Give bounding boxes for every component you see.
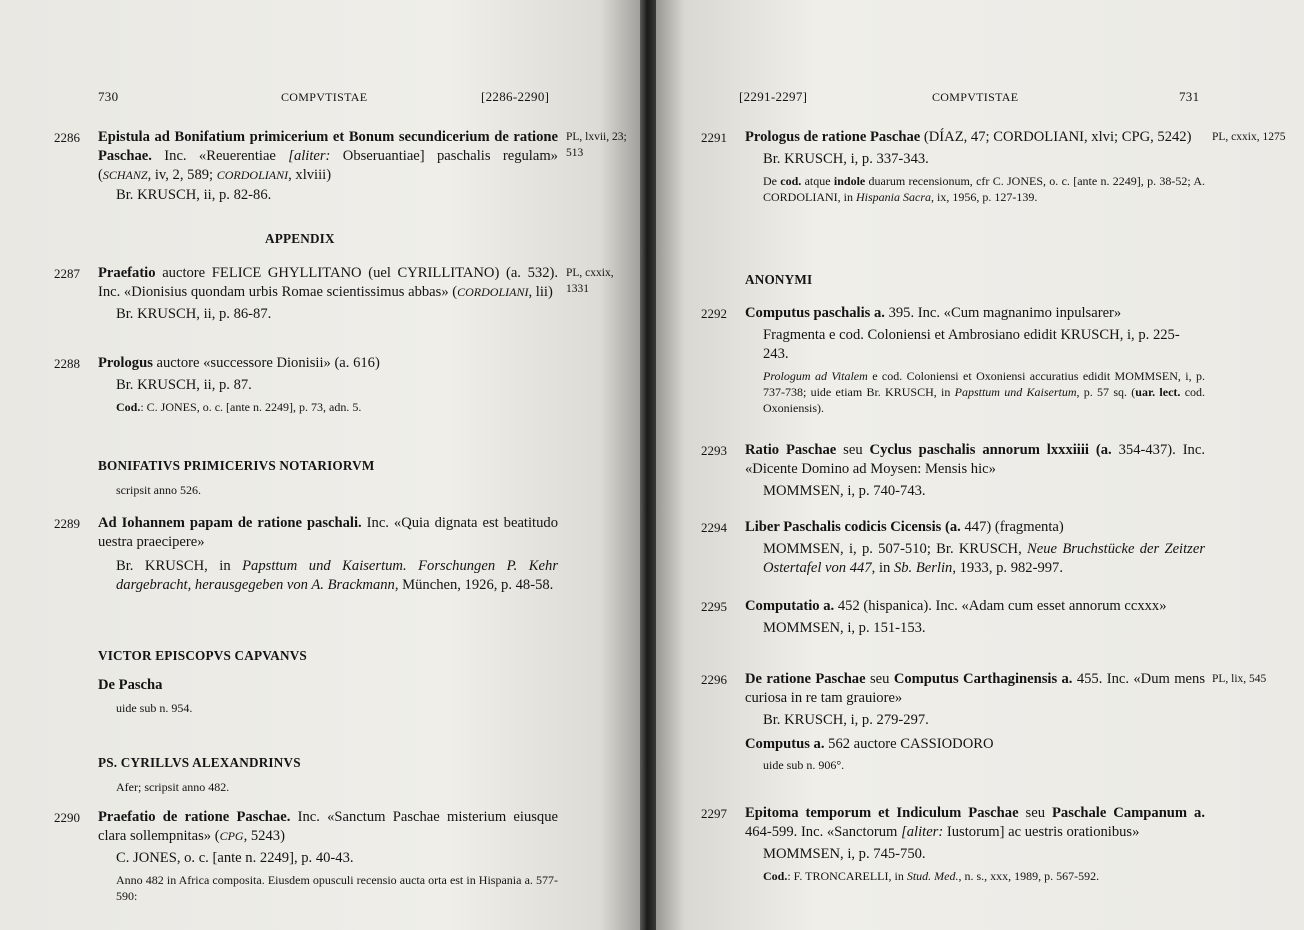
entry-range: [2286-2290] — [481, 89, 550, 104]
entry-title: De ratione Paschae — [745, 671, 866, 687]
edition-ref: C. JONES, o. c. [ante n. 2249], p. 40-43. — [116, 850, 354, 866]
entry-number: 2293 — [701, 443, 727, 458]
entry-note: Anno 482 in Africa composita. Eiusdem opusculi recensio aucta orta est in Hispania a. 577-590: — [116, 873, 558, 903]
edition-ref: MOMMSEN, i, p. 740-743. — [763, 483, 926, 499]
entry-title: Epitoma temporum et Indiculum Paschae — [745, 805, 1019, 821]
edition-ref: MOMMSEN, i, p. 745-750. — [763, 846, 926, 862]
work-title-de-pascha: De Pascha — [98, 677, 163, 693]
edition-ref: Br. KRUSCH, i, p. 279-297. — [763, 712, 929, 728]
entry-title: Praefatio de ratione Paschae. — [98, 809, 291, 825]
entry-number: 2287 — [54, 266, 80, 281]
entry-title: Liber Paschalis codicis Cicensis (a. — [745, 519, 961, 535]
entry-2287: 2287 Praefatio auctore FELICE GHYLLITANO (uel CYRILLITANO) (a. 532). Inc. «Dionisius quondam urbis Romae scientissimus abbas» (CORDOLIANI, lii) Br. KRUSCH, ii, p. 86-87. PL, cxxix, 1331 — [98, 264, 558, 324]
edition-ref: Br. KRUSCH, i, p. 337-343. — [763, 151, 929, 167]
entry-2288: 2288 Prologus auctore «successore Dionisii» (a. 616) Br. KRUSCH, ii, p. 87. Cod.: C. JONES, o. c. [ante n. 2249], p. 73, adn. 5. — [98, 354, 558, 415]
entry-2294: 2294 Liber Paschalis codicis Cicensis (a. 447) (fragmenta) MOMMSEN, i, p. 507-510; Br. KRUSCH, Neue Bruchstücke der Zeitzer Ostertafel von 447, in Sb. Berlin, 1933, p. 982-997. — [701, 519, 1206, 576]
entry-2291: 2291 Prologus de ratione Paschae (DÍAZ, 47; CORDOLIANI, xlvi; CPG, 5242) Br. KRUSCH, i, p. 337-343. De cod. atque indole duarum recensionum, cfr C. JONES, o. c. [ante n. 2249], p. 38-52; A. CORDOLIANI, in Hispania Sacra, ix, 1956, p. 127-139. PL, cxxix, 1275 — [745, 128, 1205, 205]
entry-number: 2286 — [54, 130, 80, 145]
left-page — [0, 0, 645, 930]
entry-2293: 2293 Ratio Paschae seu Cyclus paschalis annorum lxxxiiii (a. 354-437). Inc. «Dicente Domino ad Moysen: Mensis hic» MOMMSEN, i, p. 740-743. — [701, 442, 1205, 499]
running-title: COMPVTISTAE — [932, 90, 1019, 104]
page-number: 730 — [98, 89, 119, 104]
entry-title: Prologus — [98, 355, 153, 371]
entry-title: Ratio Paschae — [745, 442, 837, 458]
right-header — [739, 89, 1214, 105]
left-header — [98, 89, 558, 105]
edition-ref: Br. KRUSCH, ii, p. 87. — [116, 377, 252, 393]
page-number: 731 — [1179, 89, 1200, 104]
pl-reference: PL, lxvii, 23; 513 — [566, 131, 627, 159]
section-heading-cyrillus: PS. CYRILLVS ALEXANDRINVS — [98, 755, 301, 770]
book-gutter — [640, 0, 656, 930]
entry-2295: 2295 Computatio a. 452 (hispanica). Inc. «Adam cum esset annorum ccxxx» MOMMSEN, i, p. 151-153. — [745, 597, 1205, 638]
entry-number: 2291 — [701, 130, 727, 145]
section-note: scripsit anno 526. — [116, 483, 201, 497]
entry-2297: 2297 Epitoma temporum et Indiculum Paschae seu Paschale Campanum a. 464-599. Inc. «Sanctorum [aliter: Iustorum] ac uestris orationibus» MOMMSEN, i, p. 745-750. Cod.: F. TRONCARELLI, in Stud. Med., n. s., xxx, 1989, p. 567-592. — [701, 805, 1205, 883]
entry-note: De cod. atque indole duarum recensionum, cfr C. JONES, o. c. [ante n. 2249], p. 38-52; A. CORDOLIANI, in Hispania Sacra, ix, 1956, p. 127-139. — [763, 174, 1206, 204]
entry-number: 2294 — [701, 520, 727, 535]
entry-title: Computatio a. — [745, 598, 835, 614]
edition-ref: Br. KRUSCH, in Papsttum und Kaisertum. Forschungen P. Kehr dargebracht, herausgegeben von A. Brackmann, München, 1926, p. 48-58. — [116, 558, 558, 593]
section-heading-anonymi: ANONYMI — [745, 272, 813, 287]
cross-reference: uide sub n. 906°. — [763, 758, 845, 772]
entry-2289: 2289 Ad Iohannem papam de ratione paschali. Inc. «Quia dignata est beatitudo uestra praecipere» Br. KRUSCH, in Papsttum und Kaisertum. Forschungen P. Kehr dargebracht, herausgegeben von A. Brackmann, München, 1926, p. 48-58. — [54, 515, 558, 593]
running-title: COMPVTISTAE — [281, 90, 368, 104]
entry-2296: 2296 De ratione Paschae seu Computus Carthaginensis a. 455. Inc. «Dum mens curiosa in re tam grauiore» Br. KRUSCH, i, p. 279-297. Computus a. 562 auctore CASSIODORO uide sub n. 906°. PL, lix, 545 — [745, 670, 1205, 773]
entry-2292: 2292 Computus paschalis a. 395. Inc. «Cum magnanimo inpulsarer» Fragmenta e cod. Coloniensi et Ambrosiano edidit KRUSCH, i, p. 225-243. Prologum ad Vitalem e cod. Coloniensi et Oxoniensi accuratius edidit MOMMSEN, i, p. 737-738; uide etiam Br. KRUSCH, in Papsttum und Kaisertum, p. 57 sq. (uar. lect. cod. Oxoniensis). — [701, 305, 1206, 415]
entry-number: 2289 — [54, 516, 80, 531]
pl-reference: PL, cxxix, 1331 — [566, 267, 614, 295]
entry-number: 2296 — [701, 672, 727, 687]
entry-number: 2297 — [701, 806, 727, 821]
codex-note: Cod.: C. JONES, o. c. [ante n. 2249], p. 73, adn. 5. — [116, 400, 362, 414]
entry-range: [2291-2297] — [739, 89, 808, 104]
entry-number: 2292 — [701, 306, 727, 321]
section-heading-appendix: APPENDIX — [265, 231, 335, 246]
pl-reference: PL, cxxix, 1275 — [1212, 131, 1286, 143]
edition-ref: Br. KRUSCH, ii, p. 82-86. — [116, 187, 272, 203]
entry-2286: 2286 Epistula ad Bonifatium primicerium et Bonum secundicerium de ratione Paschae. Inc. «Reuerentiae [aliter: Obseruantiae] paschalis regulam» (SCHANZ, iv, 2, 589; CORDOLIANI, xlviii) Br. KRUSCH, ii, p. 82-86. PL, lxvii, 23; 513 — [98, 128, 558, 205]
cross-reference: uide sub n. 954. — [116, 701, 193, 715]
entry-number: 2290 — [54, 810, 80, 825]
codex-note: Cod.: F. TRONCARELLI, in Stud. Med., n. s., xxx, 1989, p. 567-592. — [763, 869, 1100, 883]
entry-title: Computus paschalis a. — [745, 305, 885, 321]
entry-number: 2295 — [701, 599, 727, 614]
entry-note: Prologum ad Vitalem e cod. Coloniensi et Oxoniensi accuratius edidit MOMMSEN, i, p. 737-738; uide etiam Br. KRUSCH, in Papsttum und Kaisertum, p. 57 sq. (uar. lect. cod. Oxoniensis). — [763, 369, 1206, 415]
entry-title: Praefatio — [98, 265, 156, 281]
entry-title: Prologus de ratione Paschae — [745, 129, 921, 145]
edition-ref: MOMMSEN, i, p. 507-510; Br. KRUSCH, Neue Bruchstücke der Zeitzer Ostertafel von 447, in Sb. Berlin, 1933, p. 982-997. — [763, 541, 1206, 576]
section-heading-bonifatius: BONIFATIVS PRIMICERIVS NOTARIORVM — [98, 458, 375, 473]
entry-title: Epistula ad Bonifatium primicerium et Bonum secundicerium de ratione Paschae. — [98, 129, 558, 164]
edition-ref: Br. KRUSCH, ii, p. 86-87. — [116, 306, 272, 322]
section-heading-victor: VICTOR EPISCOPVS CAPVANVS — [98, 648, 307, 663]
edition-ref: Fragmenta e cod. Coloniensi et Ambrosiano edidit KRUSCH, i, p. 225-243. — [763, 327, 1180, 362]
entry-number: 2288 — [54, 356, 80, 371]
entry-title: Ad Iohannem papam de ratione paschali. — [98, 515, 362, 531]
edition-ref: MOMMSEN, i, p. 151-153. — [763, 620, 926, 636]
related-work: Computus a. 562 auctore CASSIODORO — [745, 736, 994, 752]
entry-2290: 2290 Praefatio de ratione Paschae. Inc. «Sanctum Paschae misterium eiusque clara sollempnitas» (CPG, 5243) C. JONES, o. c. [ante n. 2249], p. 40-43. Anno 482 in Africa composita. Eiusdem opusculi recensio aucta orta est in Hispania a. 577-590: — [54, 809, 558, 903]
section-note: Afer; scripsit anno 482. — [116, 780, 230, 794]
pl-reference: PL, lix, 545 — [1212, 673, 1267, 685]
right-page — [652, 0, 1304, 930]
